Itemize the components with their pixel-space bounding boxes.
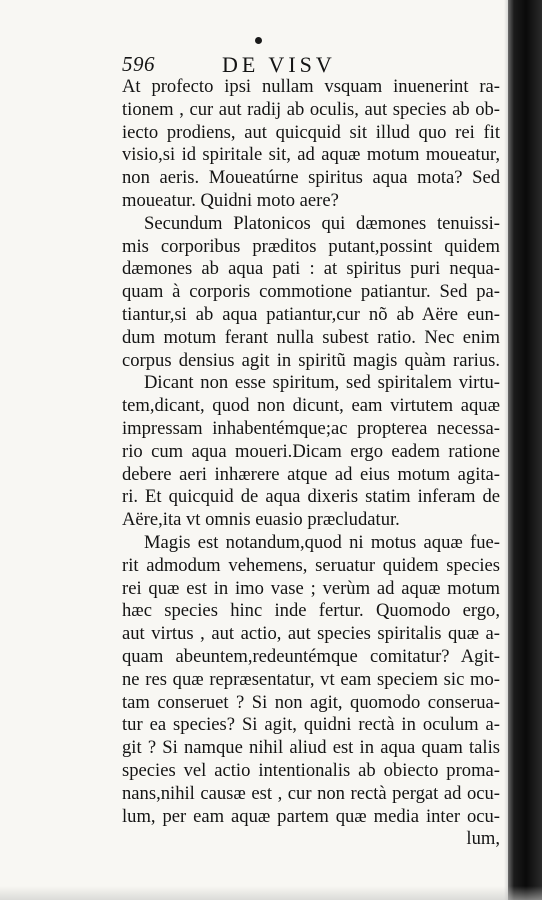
body-text (122, 76, 500, 851)
text-line: dæmones ab aqua pati : at spiritus puri nequa- (122, 258, 500, 280)
text-line: debere aeri inhærere atque ad eius motum agita- (122, 463, 500, 485)
text-line: Secundum Platonicos qui dæmones tenuissi- (144, 212, 500, 234)
page-number: 596 (122, 52, 155, 76)
text-line: rei quæ est in imo vase ; verùm ad aquæ motum (122, 577, 500, 599)
text-line: species vel actio intentionalis ab obiecto proma- (122, 759, 500, 781)
text-line: ne res quæ repræsentatur, vt eam speciem sic mo- (122, 668, 500, 690)
text-line: moueatur. Quidni moto aere? (122, 189, 339, 211)
text-line: rit admodum vehemens, seruatur quidem species (122, 554, 500, 576)
text-line: quam à corporis commotione patiantur. Sed pa- (122, 281, 500, 303)
scan-binding-edge (508, 0, 542, 900)
text-line: quam abeuntem,redeuntémque comitatur? Agit- (122, 645, 500, 667)
text-line: tiantur,si ab aqua patiantur,cur nõ ab Aëre eun- (122, 303, 500, 325)
text-line: Magis est notandum,quod ni motus aquæ fue- (144, 531, 500, 553)
text-line: Dicant non esse spiritum, sed spiritalem virtu- (144, 372, 500, 394)
text-line: tam conseruet ? Si non agit, quomodo conserua- (122, 691, 500, 713)
text-line: ri. Et quicquid de aqua dixeris statim inferam de (122, 486, 500, 508)
text-line: visio,si id spiritale sit, ad aquæ motum moueatur, (122, 144, 500, 166)
text-line: Aëre,ita vt omnis euasio præcludatur. (122, 509, 400, 531)
text-line: iecto prodiens, aut quicquid sit illud quo rei fit (122, 121, 500, 143)
text-line: tem,dicant, quod non dicunt, eam virtutem aquæ (122, 395, 500, 417)
text-line: dum motum ferant nulla subest ratio. Nec enim (122, 326, 500, 348)
text-line: At profecto ipsi nullam vsquam inuenerint ra- (122, 76, 500, 97)
text-line: hæc species hinc inde fertur. Quomodo ergo, (122, 600, 500, 622)
ornament-dot (255, 37, 262, 44)
page-bottom-shadow (0, 886, 542, 900)
text-line: corpus densius agit in spiritũ magis quàm rarius. (122, 349, 500, 371)
text-line: non aeris. Moueatúrne spiritus aqua mota? Sed (122, 167, 500, 189)
text-line: tionem , cur aut radij ab oculis, aut species ab ob- (122, 98, 500, 120)
running-title: DE VISV (222, 52, 336, 77)
text-line: mis corporibus præditos putant,possint quidem (122, 235, 500, 257)
text-line: tur ea species? Si agit, quidni rectà in oculum a- (122, 714, 500, 736)
text-line: lum, (466, 828, 500, 850)
text-line: aut virtus , aut actio, aut species spiritalis quæ a- (122, 623, 500, 645)
text-line: nans,nihil causæ est , cur non rectà pergat ad ocu- (122, 782, 500, 804)
text-line: impressam inhabentémque;ac propterea necessa- (122, 417, 500, 439)
text-line: lum, per eam aquæ partem quæ media inter ocu- (122, 805, 500, 827)
text-line: rio cum aqua moueri.Dicam ergo eadem ratione (122, 440, 500, 462)
text-line: git ? Si namque nihil aliud est in aqua quam talis (122, 737, 500, 759)
